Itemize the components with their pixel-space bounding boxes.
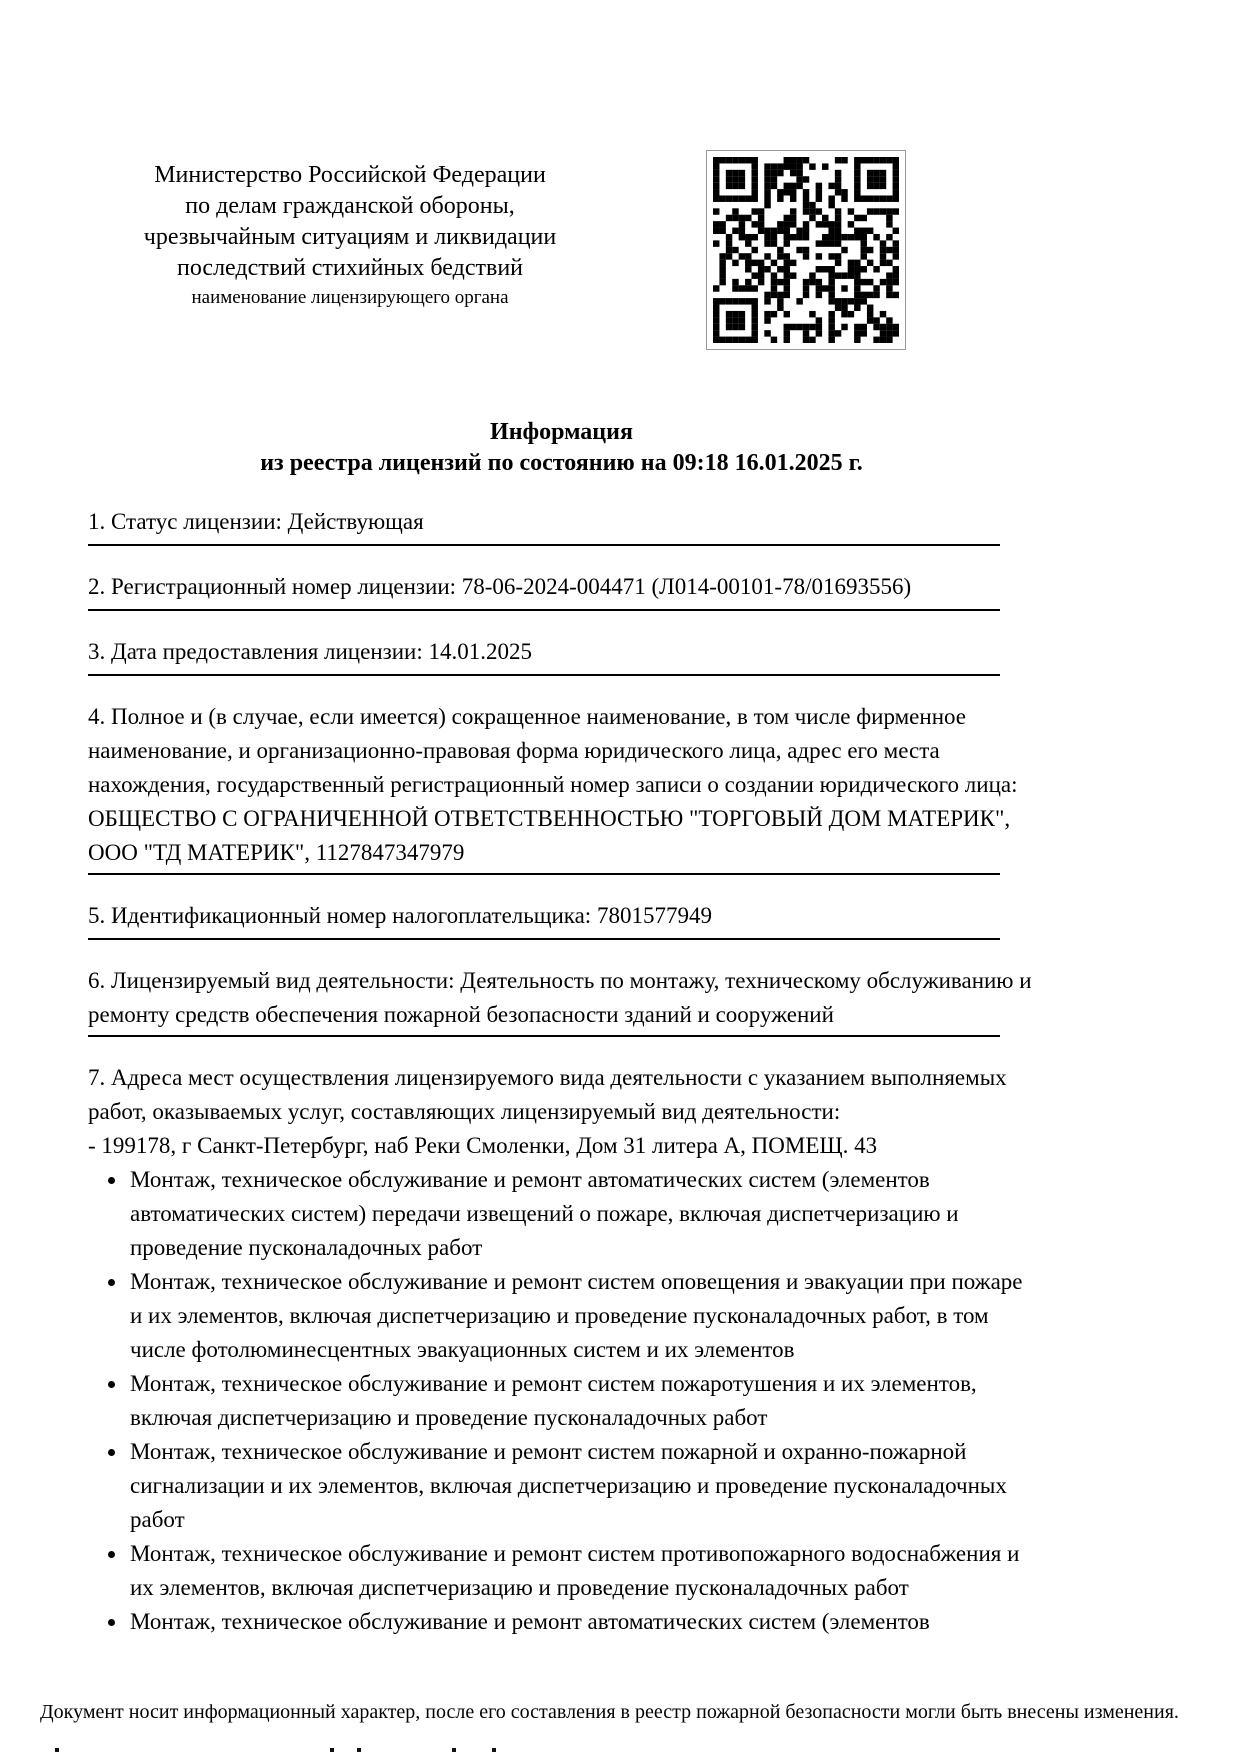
field-legal-entity-name-text: 4. Полное и (в случае, если имеется) сокращенное наименование, в том числе фирменное наименование, и организационно-правовая форма юридического лица, адрес его места нахождения, государственный регистрационный номер записи о создании юридического лица: ОБЩЕСТВО С ОГРАНИЧЕННОЙ ОТВЕТСТВЕННОСТЬЮ "ТОРГОВЫЙ ДОМ МАТЕРИК", ООО "ТД МАТЕРИК", 1127847347979 xyxy=(88,704,1018,865)
registry-fields xyxy=(88,505,1035,1663)
authority-caption: наименование лицензирующего органа xyxy=(191,287,509,308)
field-licensed-activity xyxy=(88,964,1035,1037)
work-item: • Монтаж, техническое обслуживание и ремонт автоматических систем (элементов xyxy=(128,1605,1035,1639)
work-item: • Монтаж, техническое обслуживание и ремонт систем пожаротушения и их элементов, включая диспетчеризацию и проведение пусконаладочных работ xyxy=(128,1367,1035,1435)
licensing-authority-name xyxy=(95,160,605,309)
work-item: • Монтаж, техническое обслуживание и ремонт систем пожарной и охранно-пожарной сигнализации и их элементов, включая диспетчеризацию и проведение пусконаладочных работ xyxy=(128,1435,1035,1537)
field-license-status-text: 1. Статус лицензии: Действующая xyxy=(88,509,424,534)
activity-address: - 199178, г Санкт-Петербург, наб Реки Смоленки, Дом 31 литера А, ПОМЕЩ. 43 xyxy=(88,1133,878,1158)
field-registration-number-text: 2. Регистрационный номер лицензии: 78-06-2024-004471 (Л014-00101-78/01693556) xyxy=(88,574,912,599)
field-taxpayer-id xyxy=(88,899,1035,940)
qr-code-icon xyxy=(713,157,899,343)
field-underline xyxy=(88,544,1000,546)
authority-line-4: последствий стихийных бедствий xyxy=(176,255,524,281)
work-item: • Монтаж, техническое обслуживание и ремонт автоматических систем (элементов автоматических систем) передачи извещений о пожаре, включая диспетчеризацию и проведение пусконаладочных работ xyxy=(128,1163,1035,1265)
field-taxpayer-id-text: 5. Идентификационный номер налогоплательщика: 7801577949 xyxy=(88,903,712,928)
work-item: • Монтаж, техническое обслуживание и ремонт систем оповещения и эвакуации при пожаре и их элементов, включая диспетчеризацию и проведение пусконаладочных работ, в том числе фотолюминесцентных эвакуационных систем и их элементов xyxy=(128,1265,1035,1367)
field-activity-addresses xyxy=(88,1061,1035,1639)
field-registration-number xyxy=(88,570,1035,611)
field-legal-entity-name xyxy=(88,700,1035,875)
authority-line-2: по делам гражданской обороны, xyxy=(185,193,515,219)
document-title-line-1: Информация xyxy=(490,419,633,445)
field-license-status xyxy=(88,505,1035,546)
field-underline xyxy=(88,873,1000,875)
works-list xyxy=(88,1163,1035,1639)
field-underline xyxy=(88,1035,1000,1037)
work-item: • Монтаж, техническое обслуживание и ремонт систем противопожарного водоснабжения и их элементов, включая диспетчеризацию и проведение пусконаладочных работ xyxy=(128,1537,1035,1605)
field-underline xyxy=(88,938,1000,940)
field-underline xyxy=(88,609,1000,611)
field-grant-date xyxy=(88,635,1035,676)
field-underline xyxy=(88,674,1000,676)
document-title-line-2: из реестра лицензий по состоянию на 09:18 16.01.2025 г. xyxy=(260,450,863,476)
field-licensed-activity-text: 6. Лицензируемый вид деятельности: Деятельность по монтажу, техническому обслуживанию и ремонту средств обеспечения пожарной безопасности зданий и сооружений xyxy=(88,968,1032,1027)
footer-disclaimer: Документ носит информационный характер, после его составления в реестр пожарной безопасности могли быть внесены изменения. xyxy=(40,1701,1179,1723)
qr-code xyxy=(706,150,906,350)
authority-line-3: чрезвычайным ситуациям и ликвидации xyxy=(143,224,557,250)
field-activity-addresses-intro: 7. Адреса мест осуществления лицензируемого вида деятельности с указанием выполняемых работ, оказываемых услуг, составляющих лицензируемый вид деятельности: xyxy=(88,1065,1007,1124)
clipped-next-line-fragments xyxy=(0,1748,1241,1754)
document-title xyxy=(88,417,1035,479)
field-grant-date-text: 3. Дата предоставления лицензии: 14.01.2025 xyxy=(88,639,532,664)
authority-line-1: Министерство Российской Федерации xyxy=(154,162,546,188)
